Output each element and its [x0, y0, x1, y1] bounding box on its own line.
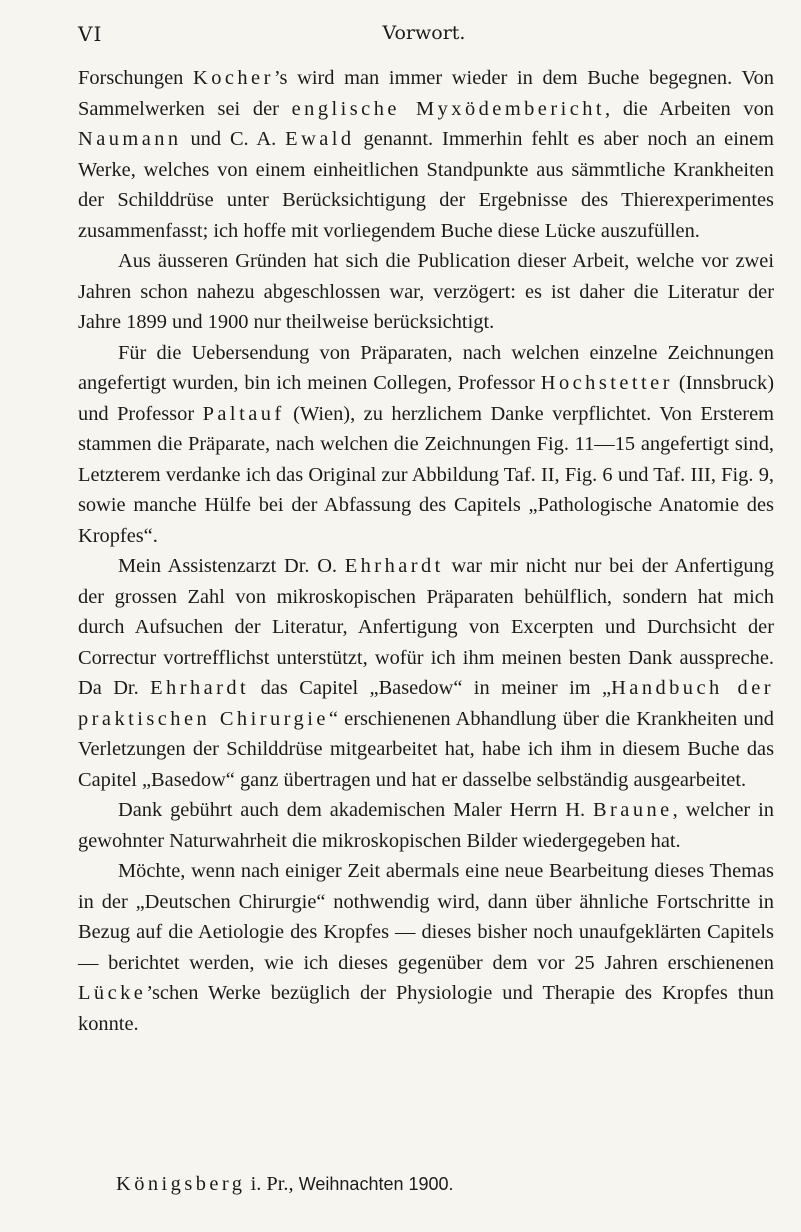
author-name: Naumann — [78, 128, 182, 150]
paragraph-1 — [78, 63, 774, 246]
author-name: Ewald — [285, 128, 355, 150]
page-number: VI — [78, 22, 103, 46]
text: Aus äusseren Gründen hat sich die Publication dieser Arbeit, welche vor zwei Jahren schon nahezu abgeschlossen war, verzögert: es ist daher die Literatur der Jahre 1899 und 1900 nur theilweise berücksichtigt. — [78, 250, 774, 333]
person-name: Hochstetter — [540, 372, 673, 394]
text: , welcher in gewohnter Naturwahrheit die mikroskopischen Bilder wiedergegeben hat. — [78, 799, 774, 852]
preface-text — [78, 63, 774, 1039]
person-name: Ehrhardt — [344, 555, 444, 577]
text: Mein Assistenzarzt Dr. O. — [118, 555, 345, 577]
paragraph-4 — [78, 551, 774, 795]
text: Für die Uebersendung von Präparaten, nach welchen einzelne Zeichnungen angefertigt wurden, bin ich meinen Collegen, Professor — [78, 341, 774, 394]
paragraph-6 — [78, 856, 774, 1039]
text: (Wien), zu herzlichem Danke verpflichtet. Von Ersterem stammen die Präparate, nach welchen die Zeichnungen Fig. 11—15 angefertigt sind, Letzterem verdanke ich das Original zur Abbildung Taf. II, Fig. 6 und Taf. III, Fig. 9, sowie manche Hülfe bei der Abfassung des Capitels „Pathologische Anatomie des Kropfes“. — [78, 402, 774, 547]
person-name: Braune — [592, 799, 673, 821]
text: und C. A. — [181, 128, 286, 150]
person-name: Ehrhardt — [150, 677, 250, 699]
signature-place: Königsberg — [116, 1173, 246, 1195]
author-name: Kocher — [193, 67, 274, 89]
text: Forschungen — [78, 67, 194, 89]
paragraph-5 — [78, 795, 774, 856]
text: ’s wird man immer wieder in dem Buche begegnen. Von Sammelwerken sei der — [78, 67, 775, 120]
text: Möchte, wenn nach einiger Zeit abermals eine neue Bearbeitung dieses Themas in der „Deutschen Chirurgie“ nothwendig wird, dann über ähnliche Fortschritte in Bezug auf die Aetiologie des Kropfes — dieses bisher noch unaufgeklärten Capitels — berichtet werden, wie ich dieses gegenüber dem vor 25 Jahren erschienenen — [78, 860, 774, 974]
work-title: Handbuch der praktischen Chirurgie — [78, 677, 774, 730]
text: Dank gebührt auch dem akademischen Maler Herrn H. — [118, 799, 593, 821]
text: (Innsbruck) und Professor — [78, 372, 774, 425]
text: , die Arbeiten von — [605, 97, 774, 120]
text: ’schen Werke bezüglich der Physiologie und Therapie des Kropfes thun konnte. — [78, 982, 774, 1035]
signature-region: i. Pr., — [245, 1173, 299, 1195]
paragraph-2 — [78, 246, 774, 338]
text: war mir nicht nur bei der Anfertigung der grossen Zahl von mikroskopischen Präparaten behülflich, sondern hat mich durch Aufsuchen der Literatur, Anfertigung von Excerpten und Durchsicht der Correctur vortrefflichst unterstützt, wofür ich ihm meinen besten Dank ausspreche. Da Dr. — [78, 555, 774, 699]
page-header — [78, 22, 770, 52]
person-name: Lücke — [78, 982, 147, 1004]
text: genannt. Immerhin fehlt es aber noch an einem Werke, welches von einem einheitlichen Standpunkte aus sämmtliche Krankheiten der Schilddrüse unter Berücksichtigung der Ergebnisse des Thierexperimentes zusammenfasst; ich hoffe mit vorliegendem Buche diese Lücke auszufüllen. — [78, 128, 774, 242]
text: “ erschienenen Abhandlung über die Krankheiten und Verletzungen der Schilddrüse mitgearbeitet hat, habe ich ihm in diesem Buche das Capitel „Basedow“ ganz übertragen und hat er dasselbe selbständig ausgearbeitet. — [78, 707, 774, 791]
work-title: englische Myxödembericht — [291, 97, 606, 120]
text: das Capitel „Basedow“ in meiner im „ — [249, 677, 612, 699]
paragraph-3 — [78, 338, 774, 552]
signature-date: Weihnachten 1900. — [298, 1174, 454, 1194]
person-name: Paltauf — [202, 402, 285, 425]
running-title: Vorwort. — [382, 22, 466, 44]
signature-line — [116, 1173, 454, 1196]
